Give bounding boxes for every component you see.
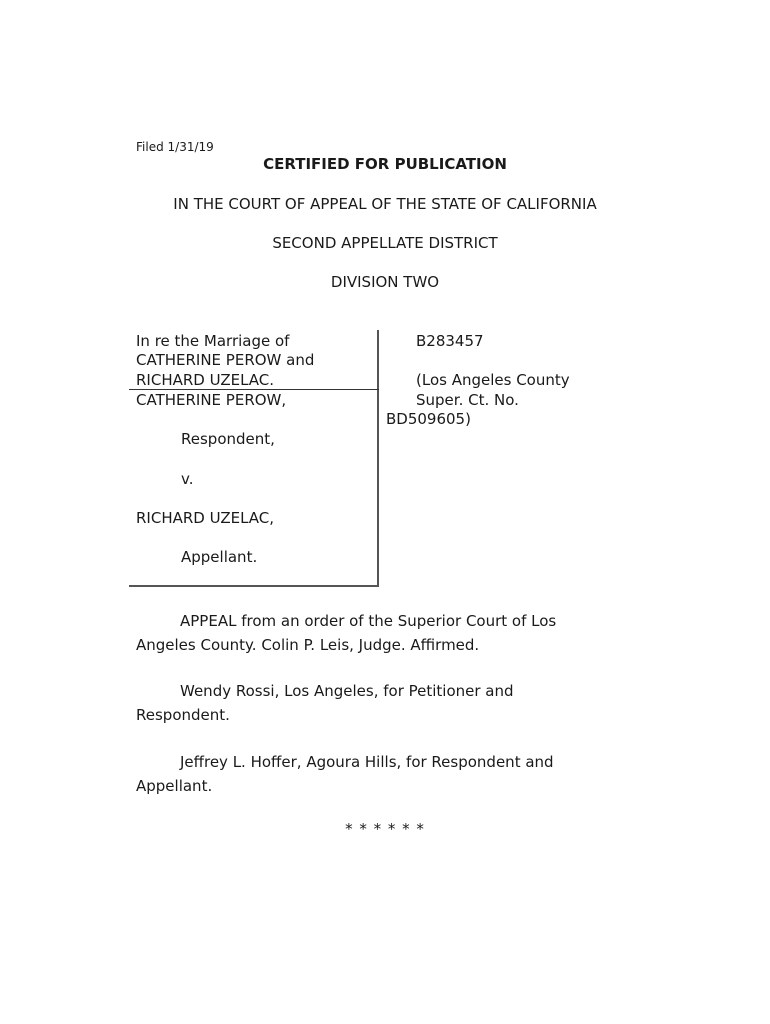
caption-line-2: CATHERINE PEROW and	[136, 351, 315, 369]
caption-versus: v.	[181, 470, 194, 488]
counsel-petitioner-line-2: Respondent.	[136, 706, 230, 724]
caption-respondent-role: Respondent,	[181, 430, 275, 448]
counsel-petitioner-paragraph	[136, 679, 606, 727]
section-separator: * * * * * *	[345, 820, 425, 838]
trial-court-line-2: Super. Ct. No.	[416, 391, 519, 409]
counsel-petitioner-line-1: Wendy Rossi, Los Angeles, for Petitioner and	[180, 682, 514, 700]
court-name: IN THE COURT OF APPEAL OF THE STATE OF CALIFORNIA	[173, 195, 597, 213]
caption-vertical-rule	[377, 330, 379, 586]
appeal-paragraph	[136, 609, 606, 657]
counsel-appellant-line-2: Appellant.	[136, 777, 213, 795]
case-caption	[129, 330, 379, 586]
caption-line-3: RICHARD UZELAC.	[136, 371, 275, 389]
certified-heading: CERTIFIED FOR PUBLICATION	[263, 155, 507, 173]
appeal-line-2: Angeles County. Colin P. Leis, Judge. Affirmed.	[136, 636, 480, 654]
filed-date: Filed 1/31/19	[136, 140, 214, 154]
trial-court-line-3: BD509605)	[386, 410, 471, 428]
caption-party-appellant: RICHARD UZELAC,	[136, 509, 275, 527]
counsel-appellant-paragraph	[136, 750, 606, 798]
caption-bottom-rule	[129, 585, 379, 587]
caption-line-1: In re the Marriage of	[136, 332, 290, 350]
appeal-line-1: APPEAL from an order of the Superior Court of Los	[180, 612, 557, 630]
division-name: DIVISION TWO	[330, 273, 440, 291]
counsel-appellant-line-1: Jeffrey L. Hoffer, Agoura Hills, for Respondent and	[180, 753, 554, 771]
district-name: SECOND APPELLATE DISTRICT	[272, 234, 498, 252]
trial-court-line-1: (Los Angeles County	[416, 371, 570, 389]
caption-appellant-role: Appellant.	[181, 548, 258, 566]
case-number: B283457	[416, 332, 484, 350]
caption-line-4: CATHERINE PEROW,	[136, 391, 287, 409]
